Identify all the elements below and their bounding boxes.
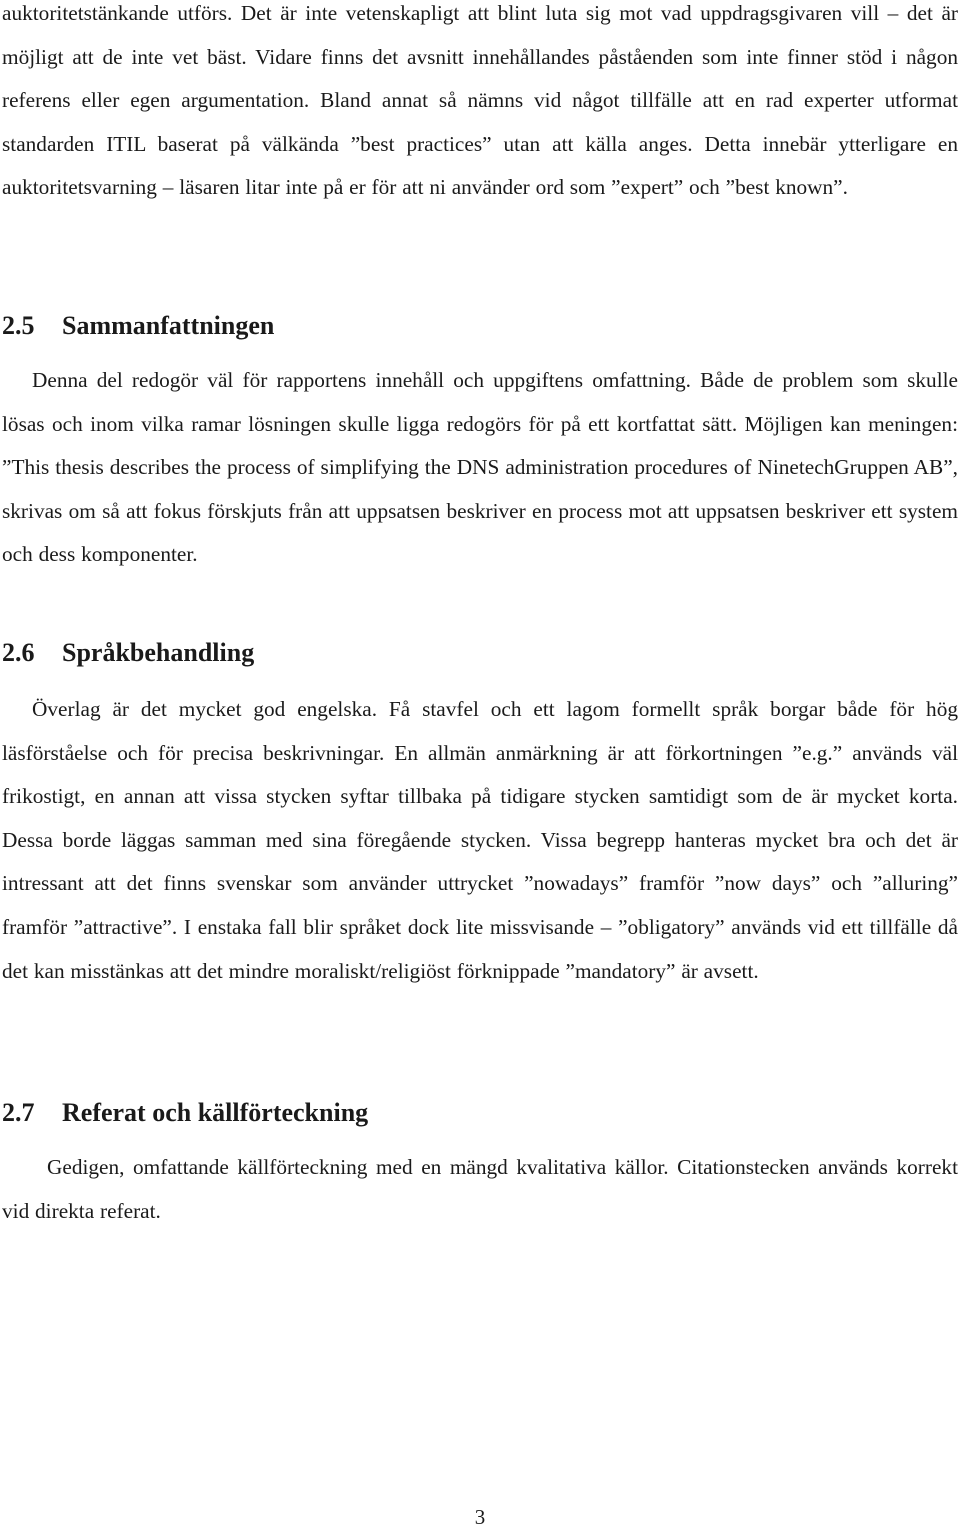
section-paragraph-2-7: Gedigen, omfattande källförteckning med en mängd kvalitativa källor. Citationstecken används korrekt vid direkta referat. xyxy=(2,1155,958,1223)
intro-paragraph: auktoritetstänkande utförs. Det är inte vetenskapligt att blint luta sig mot vad uppdragsgivaren vill – det är möjligt att de inte vet bäst. Vidare finns det avsnitt innehållandes påståenden som inte finner stöd i någon referens eller egen argumentation. Bland annat så nämns vid något tillfälle att en rad experter utformat standarden ITIL baserat på välkända ”best practices” utan att källa anges. Detta innebär ytterligare en auktoritetsvarning – läsaren litar inte på er för att ni använder ord som ”expert” och ”best known”. xyxy=(2,1,958,200)
section-heading-2-5 xyxy=(2,309,274,343)
section-paragraph-2-5: Denna del redogör väl för rapportens innehåll och uppgiftens omfattning. Både de problem som skulle lösas och inom vilka ramar lösningen skulle ligga redogörs för på ett kortfattat sätt. Möjligen kan meningen: ”This thesis describes the process of simplifying the DNS administration procedures of NinetechGruppen AB”, skrivas om så att fokus förskjuts från att uppsatsen beskriver en process mot att uppsatsen beskriver ett system och dess komponenter. xyxy=(2,368,958,567)
section-number: 2.5 xyxy=(2,311,35,340)
page-number: 3 xyxy=(474,1505,486,1529)
section-title: Sammanfattningen xyxy=(62,311,275,340)
section-heading-2-6 xyxy=(2,636,254,670)
section-number: 2.7 xyxy=(2,1098,35,1127)
section-title: Referat och källförteckning xyxy=(62,1098,369,1127)
section-number: 2.6 xyxy=(2,638,35,667)
section-title: Språkbehandling xyxy=(62,638,255,667)
section-paragraph-2-6: Överlag är det mycket god engelska. Få stavfel och ett lagom formellt språk borgar både för hög läsförståelse och för precisa beskrivningar. En allmän anmärkning är att förkortningen ”e.g.” används väl frikostigt, en annan att vissa stycken syftar tillbaka på tidigare stycken samtidigt som de är mycket korta. Dessa borde läggas samman med sina föregående stycken. Vissa begrepp hanteras mycket bra och det är intressant att det finns svenskar som använder uttrycket ”nowadays” framför ”now days” och ”alluring” framför ”attractive”. I enstaka fall blir språket dock lite missvisande – ”obligatory” används vid ett tillfälle då det kan misstänkas att det mindre moraliskt/religiöst förknippade ”mandatory” är avsett. xyxy=(2,697,958,983)
section-heading-2-7 xyxy=(2,1096,368,1130)
